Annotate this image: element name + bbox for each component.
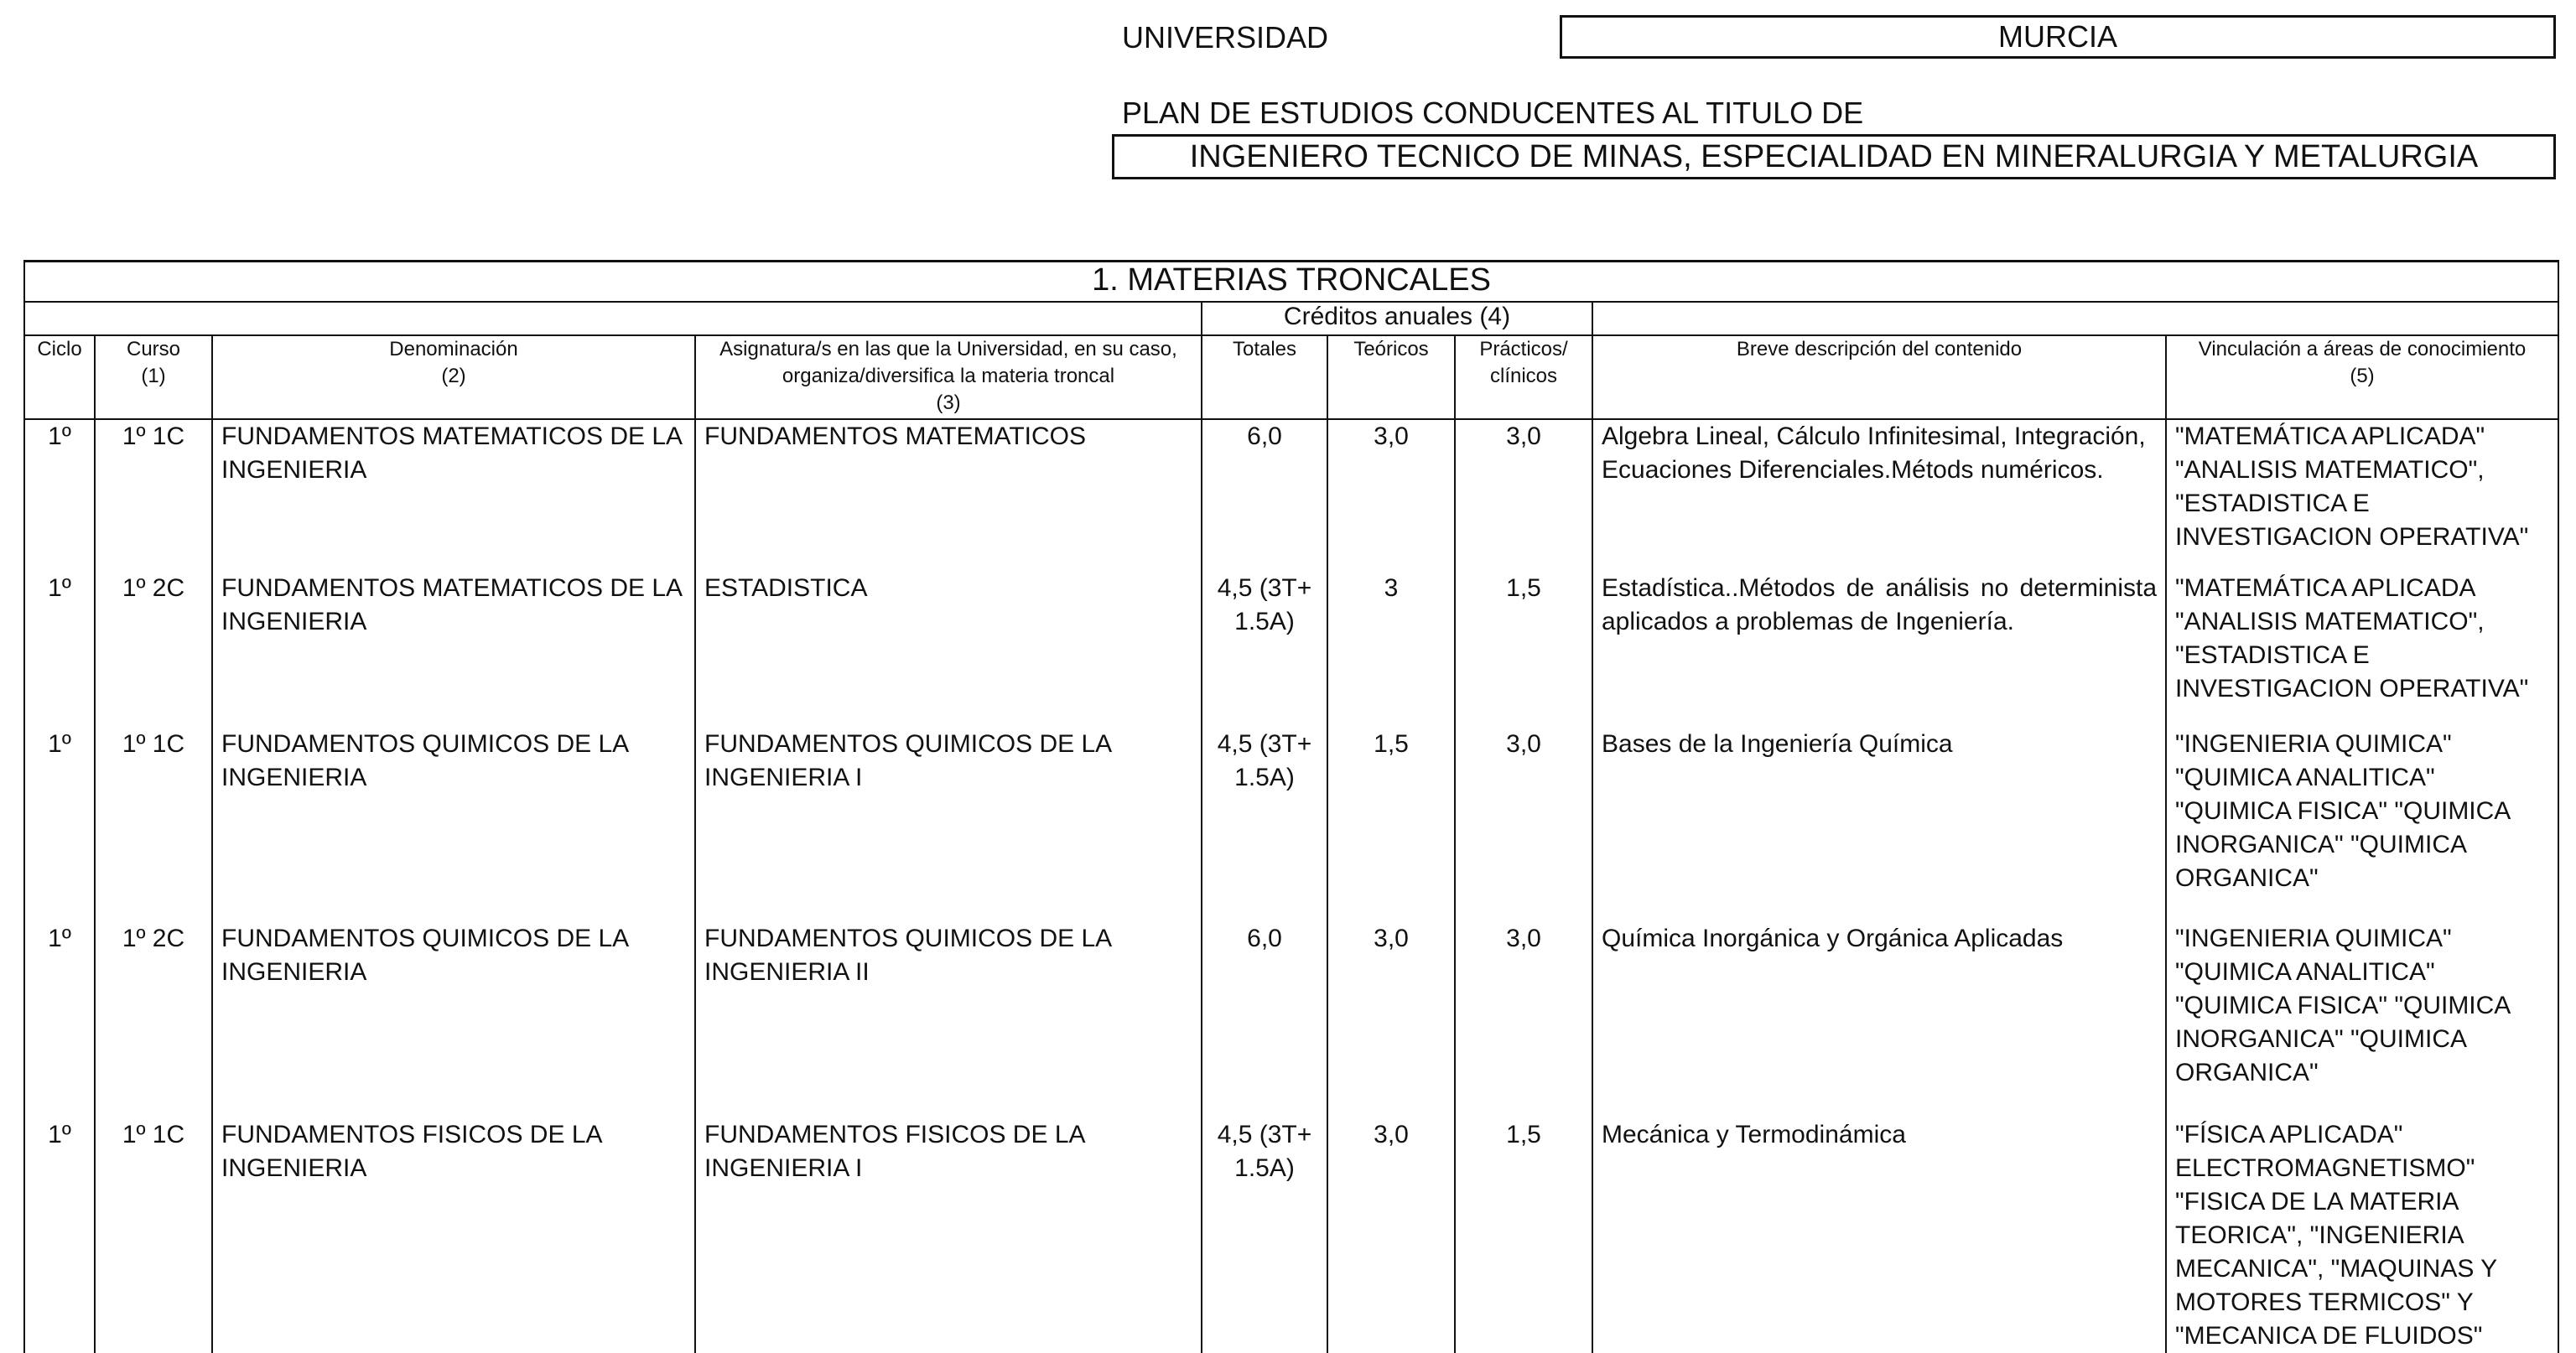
column-header-row: [24, 335, 2558, 419]
col-vinculacion-label: Vinculación a áreas de conocimiento: [2198, 337, 2527, 360]
table-row: [24, 419, 2558, 572]
col-practicos-label: Prácticos/ clínicos: [1479, 337, 1568, 387]
cell-teoricos: 3,0: [1327, 1118, 1455, 1353]
empty-header-cell: [24, 302, 1202, 335]
table-row: [24, 728, 2558, 922]
col-asignatura-note: (3): [936, 391, 961, 414]
col-curso: [95, 335, 212, 419]
col-teoricos-label: Teóricos: [1353, 337, 1429, 360]
cell-ciclo: 1º: [24, 728, 95, 922]
table-title: 1. MATERIAS TRONCALES: [24, 262, 2558, 302]
col-totales-label: Totales: [1232, 337, 1297, 360]
cell-asignatura: FUNDAMENTOS FISICOS DE LA INGENIERIA I: [695, 1118, 1202, 1353]
table-row: [24, 922, 2558, 1118]
col-ciclo-label: Ciclo: [37, 337, 82, 360]
cell-ciclo: 1º: [24, 1118, 95, 1353]
cell-practicos: 3,0: [1455, 922, 1592, 1118]
cell-descripcion: Mecánica y Termodinámica: [1592, 1118, 2166, 1353]
col-descripcion: [1592, 335, 2166, 419]
cell-totales: 6,0: [1202, 922, 1327, 1118]
cell-vinculacion: "MATEMÁTICA APLICADA "ANALISIS MATEMATICO", "ESTADISTICA E INVESTIGACION OPERATIVA": [2166, 572, 2558, 728]
cell-totales: 6,0: [1202, 419, 1327, 572]
cell-ciclo: 1º: [24, 922, 95, 1118]
cell-practicos: 1,5: [1455, 572, 1592, 728]
cell-practicos: 3,0: [1455, 419, 1592, 572]
col-asignatura-label: Asignatura/s en las que la Universidad, en su caso, organiza/diversifica la materia troncal: [719, 337, 1177, 387]
col-denominacion-note: (2): [441, 364, 466, 387]
col-curso-label: Curso: [126, 337, 181, 360]
cell-practicos: 1,5: [1455, 1118, 1592, 1353]
cell-denominacion: FUNDAMENTOS FISICOS DE LA INGENIERIA: [212, 1118, 695, 1353]
plan-label: PLAN DE ESTUDIOS CONDUCENTES AL TITULO DE: [1122, 96, 1864, 130]
cell-ciclo: 1º: [24, 572, 95, 728]
cell-vinculacion: "INGENIERIA QUIMICA" "QUIMICA ANALITICA" "QUIMICA FISICA" "QUIMICA INORGANICA" "QUIMICA ORGANICA": [2166, 728, 2558, 922]
col-denominacion-label: Denominación: [389, 337, 518, 360]
cell-descripcion: Estadística..Métodos de análisis no determinista aplicados a problemas de Ingeniería.: [1592, 572, 2166, 728]
col-ciclo: [24, 335, 95, 419]
cell-teoricos: 3: [1327, 572, 1455, 728]
cell-teoricos: 1,5: [1327, 728, 1455, 922]
cell-vinculacion: "MATEMÁTICA APLICADA" "ANALISIS MATEMATICO", "ESTADISTICA E INVESTIGACION OPERATIVA": [2166, 419, 2558, 572]
cell-descripcion: Química Inorgánica y Orgánica Aplicadas: [1592, 922, 2166, 1118]
col-descripcion-label: Breve descripción del contenido: [1736, 337, 2023, 360]
col-totales: [1202, 335, 1327, 419]
col-asignatura: [695, 335, 1202, 419]
cell-totales: 4,5 (3T+ 1.5A): [1202, 572, 1327, 728]
cell-curso: 1º 2C: [95, 922, 212, 1118]
cell-curso: 1º 1C: [95, 1118, 212, 1353]
cell-denominacion: FUNDAMENTOS MATEMATICOS DE LA INGENIERIA: [212, 419, 695, 572]
cell-descripcion: Bases de la Ingeniería Química: [1592, 728, 2166, 922]
cell-vinculacion: "INGENIERIA QUIMICA" "QUIMICA ANALITICA" "QUIMICA FISICA" "QUIMICA INORGANICA" "QUIMICA ORGANICA": [2166, 922, 2558, 1118]
cell-totales: 4,5 (3T+ 1.5A): [1202, 1118, 1327, 1353]
col-teoricos: [1327, 335, 1455, 419]
universidad-label: UNIVERSIDAD: [1122, 20, 1329, 54]
cell-denominacion: FUNDAMENTOS QUIMICOS DE LA INGENIERIA: [212, 728, 695, 922]
table-row: [24, 1118, 2558, 1353]
cell-teoricos: 3,0: [1327, 922, 1455, 1118]
creditos-group-header: Créditos anuales (4): [1202, 302, 1592, 335]
universidad-value: MURCIA: [1998, 19, 2117, 54]
table-title-row: [24, 262, 2558, 302]
cell-curso: 1º 1C: [95, 419, 212, 572]
col-denominacion: [212, 335, 695, 419]
creditos-group-row: [24, 302, 2558, 335]
cell-asignatura: ESTADISTICA: [695, 572, 1202, 728]
cell-asignatura: FUNDAMENTOS MATEMATICOS: [695, 419, 1202, 572]
universidad-value-box: [1560, 15, 2556, 59]
cell-curso: 1º 2C: [95, 572, 212, 728]
col-practicos: [1455, 335, 1592, 419]
cell-asignatura: FUNDAMENTOS QUIMICOS DE LA INGENIERIA II: [695, 922, 1202, 1118]
titulo-value: INGENIERO TECNICO DE MINAS, ESPECIALIDAD EN MINERALURGIA Y METALURGIA: [1189, 138, 2479, 174]
empty-header-cell: [1592, 302, 2558, 335]
cell-descripcion: Algebra Lineal, Cálculo Infinitesimal, Integración, Ecuaciones Diferenciales.Métods numéricos.: [1592, 419, 2166, 572]
cell-asignatura: FUNDAMENTOS QUIMICOS DE LA INGENIERIA I: [695, 728, 1202, 922]
col-curso-note: (1): [141, 364, 166, 387]
col-vinculacion: [2166, 335, 2558, 419]
cell-teoricos: 3,0: [1327, 419, 1455, 572]
materias-troncales-table: [23, 260, 2559, 1353]
cell-vinculacion: "FÍSICA APLICADA" ELECTROMAGNETISMO" "FISICA DE LA MATERIA TEORICA", "INGENIERIA MECANICA", "MAQUINAS Y MOTORES TERMICOS" Y "MECANICA DE FLUIDOS": [2166, 1118, 2558, 1353]
cell-curso: 1º 1C: [95, 728, 212, 922]
titulo-value-box: [1112, 134, 2556, 179]
cell-denominacion: FUNDAMENTOS MATEMATICOS DE LA INGENIERIA: [212, 572, 695, 728]
col-vinculacion-note: (5): [2350, 364, 2375, 387]
cell-denominacion: FUNDAMENTOS QUIMICOS DE LA INGENIERIA: [212, 922, 695, 1118]
cell-totales: 4,5 (3T+ 1.5A): [1202, 728, 1327, 922]
cell-practicos: 3,0: [1455, 728, 1592, 922]
cell-ciclo: 1º: [24, 419, 95, 572]
table-row: [24, 572, 2558, 728]
